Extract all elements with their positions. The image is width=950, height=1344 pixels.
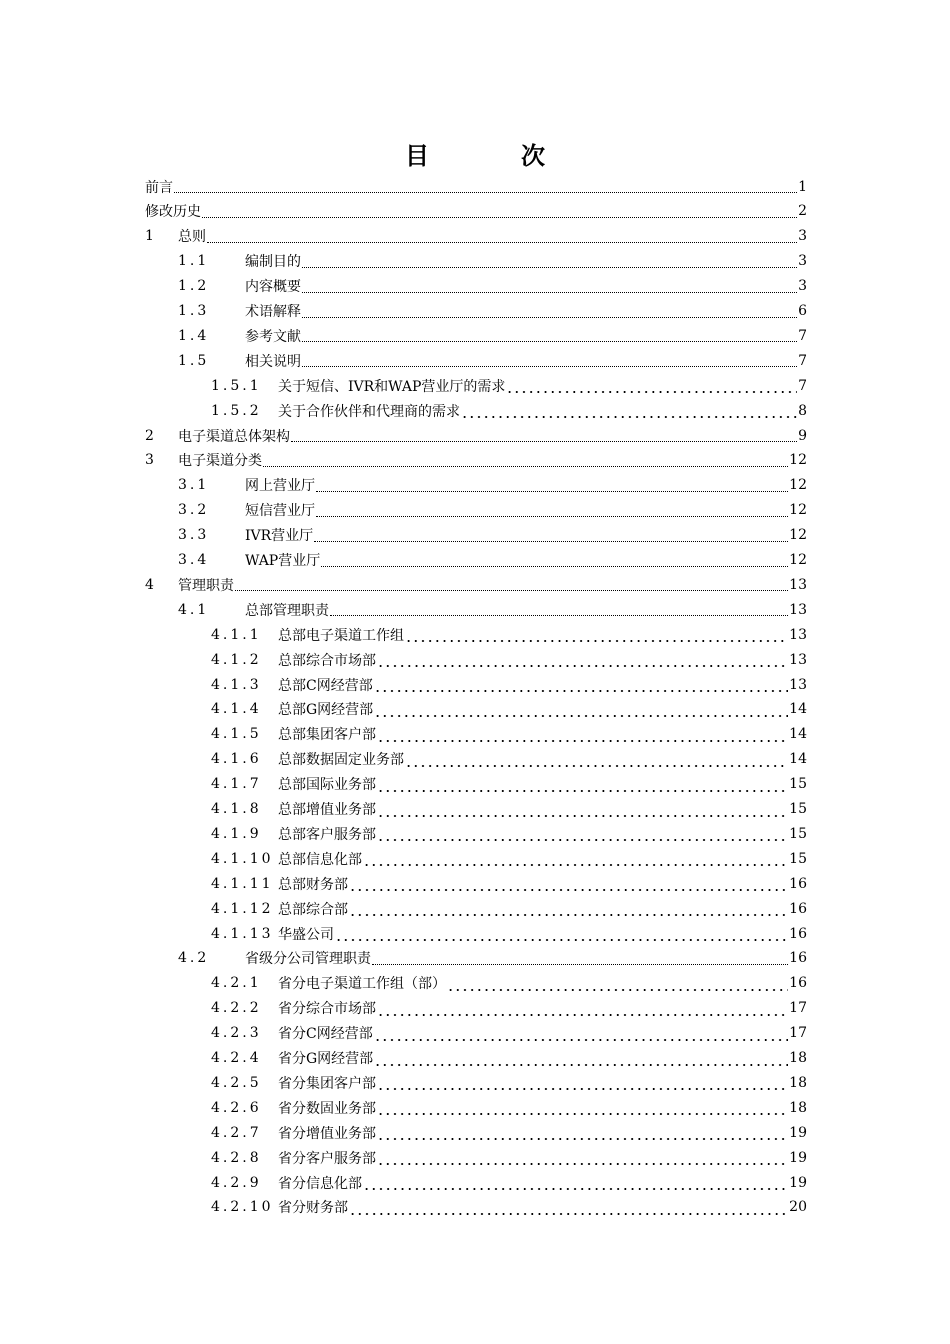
toc-entry[interactable] — [145, 572, 807, 597]
toc-dot-leader — [377, 1013, 788, 1017]
toc-entry-number: 4.1.3 — [211, 676, 262, 693]
toc-entry-number: 1.5.2 — [211, 402, 262, 419]
toc-page-number: 19 — [789, 1174, 807, 1191]
toc-dot-leader — [349, 1212, 788, 1216]
toc-entry-number: 4.1.9 — [211, 825, 262, 842]
toc-entry-number: 4.2.5 — [211, 1074, 262, 1091]
toc-entry-number: 4.1.5 — [211, 726, 262, 743]
toc-entry-title: 总部综合市场部 — [278, 652, 376, 669]
toc-entry[interactable] — [211, 697, 807, 722]
toc-dot-leader — [235, 590, 788, 591]
toc-dot-leader — [349, 888, 788, 892]
toc-entry-title: 网上营业厅 — [245, 478, 315, 495]
toc-entry-title: 总则 — [178, 229, 206, 246]
toc-entry-number: 4.1.12 — [211, 900, 274, 917]
toc-page-number: 13 — [789, 576, 807, 593]
toc-entry-number: 4.2.7 — [211, 1124, 262, 1141]
toc-entry-title: 总部综合部 — [278, 901, 348, 918]
toc-entry-number: 4.2.8 — [211, 1149, 262, 1166]
toc-entry[interactable] — [178, 348, 807, 373]
toc-entry-title: IVR营业厅 — [245, 528, 314, 545]
toc-page-number: 15 — [789, 825, 807, 842]
toc-dot-leader — [207, 242, 797, 243]
toc-entry[interactable] — [211, 722, 807, 747]
toc-entry-number: 4.2.10 — [211, 1199, 274, 1216]
toc-entry-title: 总部G网经营部 — [278, 702, 374, 719]
toc-entry-number: 4.2.1 — [211, 975, 262, 992]
page-title: 目 次 — [405, 141, 579, 170]
toc-entry-title: 省分信息化部 — [278, 1175, 362, 1192]
toc-entry-title: 内容概要 — [245, 279, 301, 296]
toc-dot-leader — [202, 217, 797, 218]
toc-entry[interactable] — [178, 548, 807, 573]
toc-entry-title: 前言 — [145, 179, 173, 196]
toc-dot-leader — [374, 1038, 788, 1042]
toc-entry[interactable] — [178, 299, 807, 324]
toc-entry-number: 4.1.2 — [211, 651, 262, 668]
toc-entry-title: 省分客户服务部 — [278, 1150, 376, 1167]
toc-entry-title: 省分增值业务部 — [278, 1125, 376, 1142]
toc-dot-leader — [377, 838, 788, 842]
toc-dot-leader — [374, 714, 788, 718]
toc-entry-title: 总部C网经营部 — [278, 677, 373, 694]
toc-entry-title: 总部管理职责 — [245, 602, 329, 619]
toc-page-number: 2 — [798, 203, 807, 220]
toc-dot-leader — [316, 491, 788, 492]
toc-entry[interactable] — [145, 448, 807, 473]
toc-entry-number: 4.1.7 — [211, 776, 262, 793]
toc-entry-title: 短信营业厅 — [245, 503, 315, 520]
toc-entry[interactable] — [211, 622, 807, 647]
toc-entry-title: 总部财务部 — [278, 876, 348, 893]
toc-entry-title: 省分数固业务部 — [278, 1100, 376, 1117]
toc-page-number: 19 — [789, 1149, 807, 1166]
toc-entry-number: 4.1.11 — [211, 875, 274, 892]
toc-entry-title: 关于短信、IVR和WAP营业厅的需求 — [278, 378, 506, 395]
toc-entry-number: 4.1.10 — [211, 850, 274, 867]
toc-entry[interactable] — [211, 797, 807, 822]
toc-page-number: 7 — [798, 377, 807, 394]
toc-page-number: 17 — [789, 1000, 807, 1017]
toc-entry[interactable] — [211, 1170, 807, 1195]
toc-page-number: 15 — [789, 850, 807, 867]
toc-entry-title: 相关说明 — [245, 353, 301, 370]
toc-entry-title: 电子渠道总体架构 — [178, 428, 290, 445]
toc-entry-title: 参考文献 — [245, 328, 301, 345]
toc-dot-leader — [447, 988, 788, 992]
toc-page-number: 20 — [789, 1199, 807, 1216]
toc-entry-number: 4.1.1 — [211, 626, 262, 643]
toc-entry[interactable] — [211, 896, 807, 921]
toc-entry-number: 4.2.9 — [211, 1174, 262, 1191]
toc-entry[interactable] — [211, 647, 807, 672]
toc-entry[interactable] — [178, 473, 807, 498]
toc-entry-number: 4.2.2 — [211, 1000, 262, 1017]
toc-entry-title: 省分综合市场部 — [278, 1001, 376, 1018]
toc-entry[interactable] — [145, 423, 807, 448]
toc-dot-leader — [302, 366, 797, 367]
toc-entry-number: 1.5 — [178, 352, 210, 369]
toc-entry-title: 省分财务部 — [278, 1200, 348, 1217]
toc-page-number: 12 — [789, 552, 807, 568]
toc-dot-leader — [174, 192, 797, 193]
toc-page-number: 14 — [789, 726, 807, 743]
toc-entry[interactable] — [211, 971, 807, 996]
toc-dot-leader — [374, 1063, 788, 1067]
toc-dot-leader — [335, 938, 788, 942]
toc-entry[interactable] — [145, 174, 807, 199]
toc-entry-title: 省分G网经营部 — [278, 1051, 374, 1067]
toc-entry[interactable] — [211, 373, 807, 398]
toc-entry[interactable] — [211, 996, 807, 1021]
toc-dot-leader — [405, 639, 788, 643]
toc-entry[interactable] — [211, 1195, 807, 1220]
toc-dot-leader — [321, 566, 788, 567]
toc-page-number: 16 — [789, 925, 807, 942]
toc-dot-leader — [372, 964, 788, 965]
toc-dot-leader — [316, 516, 788, 517]
toc-page-number: 16 — [789, 975, 807, 992]
toc-entry-title: 华盛公司 — [278, 926, 334, 943]
toc-page-number: 16 — [789, 950, 807, 967]
toc-entry[interactable] — [211, 747, 807, 772]
toc-page-number: 15 — [789, 801, 807, 817]
toc-entry-number: 1.4 — [178, 327, 210, 344]
toc-dot-leader — [349, 913, 788, 917]
toc-entry-number: 1.5.1 — [211, 377, 262, 394]
toc-entry[interactable] — [211, 398, 807, 423]
toc-entry[interactable] — [211, 1120, 807, 1145]
toc-entry-title: 省级分公司管理职责 — [245, 951, 371, 968]
toc-entry-title: 修改历史 — [145, 204, 201, 221]
toc-entry[interactable] — [178, 323, 807, 348]
toc-page-number: 12 — [789, 527, 807, 544]
toc-entry[interactable] — [178, 523, 807, 548]
toc-entry[interactable] — [211, 772, 807, 797]
toc-dot-leader — [377, 814, 788, 818]
toc-entry-number: 4.1.4 — [211, 701, 262, 718]
toc-entry-title: WAP营业厅 — [245, 553, 321, 569]
toc-dot-leader — [263, 466, 788, 467]
toc-dot-leader — [302, 267, 797, 268]
toc-entry-number: 4.2.4 — [211, 1050, 262, 1066]
toc-page-number: 6 — [798, 303, 807, 319]
toc-entry[interactable] — [211, 921, 807, 946]
toc-dot-leader — [302, 317, 797, 318]
toc-entry-number: 3.1 — [178, 477, 210, 494]
toc-dot-leader — [377, 1137, 788, 1141]
toc-page-number: 7 — [798, 352, 807, 369]
toc-page-number: 19 — [789, 1124, 807, 1141]
toc-page-number: 1 — [798, 178, 807, 195]
toc-entry-number: 4.1.8 — [211, 801, 262, 817]
toc-dot-leader — [302, 341, 797, 342]
toc-dot-leader — [363, 863, 788, 867]
toc-entry-title: 术语解释 — [245, 304, 301, 320]
toc-entry-number: 4.1 — [178, 601, 210, 618]
toc-entry[interactable] — [211, 821, 807, 846]
toc-entry[interactable] — [211, 1021, 807, 1046]
toc-page-number: 14 — [789, 751, 807, 768]
toc-dot-leader — [374, 689, 788, 693]
toc-entry-title: 总部国际业务部 — [278, 777, 376, 794]
toc-entry-title: 总部电子渠道工作组 — [278, 627, 404, 644]
toc-page-number: 14 — [789, 701, 807, 718]
toc-entry[interactable] — [211, 1046, 807, 1071]
toc-page-number: 12 — [789, 452, 807, 469]
toc-entry-number: 4.1.13 — [211, 925, 274, 942]
toc-entry[interactable] — [178, 249, 807, 274]
toc-dot-leader — [377, 664, 788, 668]
toc-dot-leader — [330, 615, 788, 616]
toc-entry-number: 3.2 — [178, 502, 210, 519]
toc-dot-leader — [302, 292, 797, 293]
toc-entry-number: 4.2.6 — [211, 1099, 262, 1116]
toc-entry[interactable] — [178, 498, 807, 523]
toc-entry-title: 编制目的 — [245, 254, 301, 271]
toc-entry-number: 4 — [145, 576, 154, 593]
toc-entry[interactable] — [211, 672, 807, 697]
toc-page-number: 3 — [798, 278, 807, 295]
toc-entry[interactable] — [145, 224, 807, 249]
toc-entry-title: 总部信息化部 — [278, 851, 362, 868]
toc-dot-leader — [377, 1087, 788, 1091]
toc-dot-leader — [405, 764, 788, 768]
toc-entry-title: 总部集团客户部 — [278, 727, 376, 744]
toc-entry-title: 关于合作伙伴和代理商的需求 — [278, 403, 460, 420]
toc-entry-title: 总部数据固定业务部 — [278, 752, 404, 769]
toc-entry-number: 1.1 — [178, 253, 210, 270]
toc-entry-title: 电子渠道分类 — [178, 453, 262, 470]
toc-entry-number: 4.1.6 — [211, 751, 262, 768]
toc-page-number: 15 — [789, 776, 807, 793]
toc-dot-leader — [377, 789, 788, 793]
toc-entry-title: 管理职责 — [178, 577, 234, 594]
toc-entry-number: 3.3 — [178, 527, 210, 544]
toc-entry[interactable] — [211, 846, 807, 871]
toc-page-number: 7 — [798, 327, 807, 344]
toc-dot-leader — [291, 441, 797, 442]
toc-entry-number: 3.4 — [178, 552, 210, 568]
toc-page-number: 12 — [789, 477, 807, 494]
toc-page-number: 13 — [789, 626, 807, 643]
toc-entry[interactable] — [145, 199, 807, 224]
toc-page-number: 13 — [789, 676, 807, 693]
toc-page-number: 18 — [789, 1099, 807, 1116]
toc-entry-number: 1 — [145, 228, 154, 245]
toc-entry-title: 省分集团客户部 — [278, 1075, 376, 1092]
toc-page-number: 16 — [789, 900, 807, 917]
toc-entry[interactable] — [211, 1070, 807, 1095]
toc-entry-number: 1.3 — [178, 303, 210, 319]
toc-page-number: 8 — [798, 402, 807, 419]
toc-page-number: 3 — [798, 228, 807, 245]
toc-dot-leader — [377, 1112, 788, 1116]
toc-entry-title: 总部增值业务部 — [278, 802, 376, 818]
toc-entry-title: 总部客户服务部 — [278, 826, 376, 843]
toc-entry-number: 2 — [145, 427, 154, 444]
toc-entry[interactable] — [178, 274, 807, 299]
toc-entry-title: 省分C网经营部 — [278, 1026, 373, 1043]
toc-dot-leader — [377, 1162, 788, 1166]
toc-page-number: 18 — [789, 1074, 807, 1091]
toc-entry-number: 3 — [145, 452, 154, 469]
toc-entry[interactable] — [178, 597, 807, 622]
toc-entry[interactable] — [211, 1095, 807, 1120]
toc-dot-leader — [461, 415, 797, 419]
toc-page-number: 17 — [789, 1025, 807, 1042]
toc-entry-number: 1.2 — [178, 278, 210, 295]
toc-page-number: 13 — [789, 651, 807, 668]
toc-page-number: 3 — [798, 253, 807, 270]
toc-dot-leader — [363, 1187, 788, 1191]
toc-entry-title: 省分电子渠道工作组（部） — [278, 976, 446, 993]
toc-dot-leader — [314, 541, 788, 542]
toc-page-number: 12 — [789, 502, 807, 519]
toc-entry[interactable] — [178, 946, 807, 971]
toc-dot-leader — [506, 390, 797, 394]
toc-page-number: 18 — [789, 1050, 807, 1066]
toc-page-number: 9 — [798, 427, 807, 444]
toc-dot-leader — [377, 739, 788, 743]
toc-entry-number: 4.2 — [178, 950, 210, 967]
toc-entry-number: 4.2.3 — [211, 1025, 262, 1042]
toc-entry[interactable] — [211, 1145, 807, 1170]
toc-page-number: 16 — [789, 875, 807, 892]
toc-entry[interactable] — [211, 871, 807, 896]
toc-page-number: 13 — [789, 601, 807, 618]
